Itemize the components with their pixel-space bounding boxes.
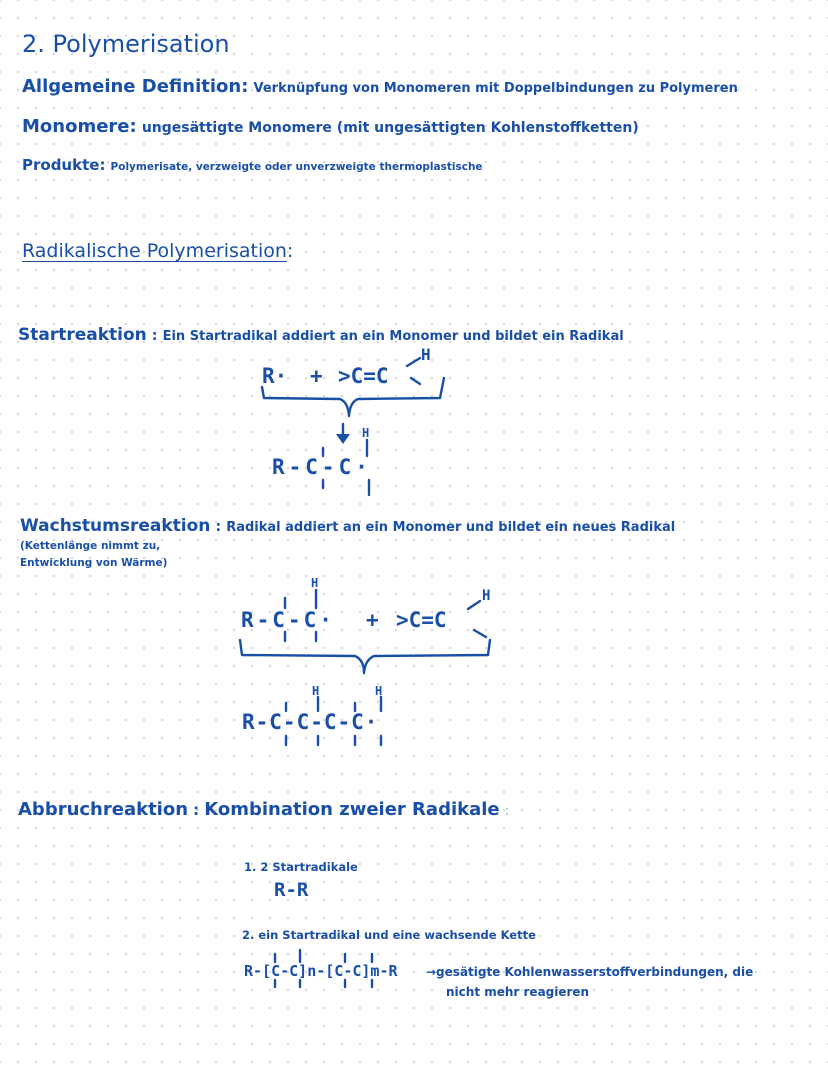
wachstum-label: Wachstumsreaktion [20,516,211,536]
start-label: Startreaktion [18,325,147,345]
wachstum-product-h1: H [312,684,320,698]
wachstum-plus: + [366,608,379,632]
start-plus: + [310,364,323,388]
abbruch-case-1-formula: R-R [274,879,309,901]
wachstum-monomer-h-bond [468,601,480,609]
start-product: R-C-C· [272,455,372,479]
wachstum-separator: : [215,519,222,535]
start-separator: : [151,328,158,344]
wachstum-text: Radikal addiert an ein Monomer und bildet ein neues Radikal [226,520,676,535]
start-monomer-h-bond [407,358,420,366]
start-monomer-lower-bond [411,378,420,384]
abbruch-label: Abbruchreaktion [18,799,189,820]
abbruch-result-2: nicht mehr reagieren [446,985,590,999]
start-reactant-radical: R· [262,364,288,388]
abbruch-separator: : [193,801,200,819]
start-product-h: H [362,426,370,440]
produkte-label: Produkte [22,156,100,174]
abbruch-colon: : [504,804,510,819]
monomere-text: ungesättigte Monomere (mit ungesättigten Kohlenstoffketten) [141,120,639,136]
monomere-label: Monomere [22,116,130,137]
wachstum-reactant: R-C-C· [241,608,335,632]
wachstum-reactant-h: H [311,576,319,590]
wachstum-monomer-lower-bond [474,630,486,637]
start-monomer: >C=C [338,364,389,388]
page-title: 2. Polymerisation [22,30,230,58]
start-monomer-h: H [421,345,431,364]
monomere-separator: : [129,116,137,137]
definition-text: Verknüpfung von Monomeren mit Doppelbindungen zu Polymeren [253,81,738,96]
wachstum-product-h2: H [375,684,383,698]
wachstum-note-1: (Kettenlänge nimmt zu, [20,540,161,552]
abbruch-text: Kombination zweier Radikale [204,799,500,820]
wachstum-product: R-C-C-C-C· [242,710,379,734]
abbruch-case-2-formula: R-[C-C]n-[C-C]m-R [244,962,398,980]
abbruch-result-1: →gesätigte Kohlenwasserstoffverbindungen, die [426,965,754,979]
wachstum-note-2: Entwicklung von Wärme) [20,557,168,569]
abbruch-case-1-label: 1. 2 Startradikale [244,860,358,874]
definition-label: Allgemeine Definition [22,76,242,97]
abbruch-case-2-label: 2. ein Startradikal und eine wachsende Kette [242,928,536,942]
wachstum-monomer: >C=C [396,608,447,632]
wachstum-monomer-h: H [482,588,491,604]
produkte-separator: : [99,156,106,174]
start-arrow-head [336,434,350,444]
section-heading-colon: : [286,240,294,262]
produkte-text: Polymerisate, verzweigte oder unverzweigte thermoplastische [110,161,483,173]
definition-separator: : [241,76,249,97]
start-brace [262,378,444,416]
start-text: Ein Startradikal addiert an ein Monomer und bildet ein Radikal [162,329,624,344]
wachstum-brace [240,640,490,673]
section-heading: Radikalische Polymerisation [22,240,287,262]
